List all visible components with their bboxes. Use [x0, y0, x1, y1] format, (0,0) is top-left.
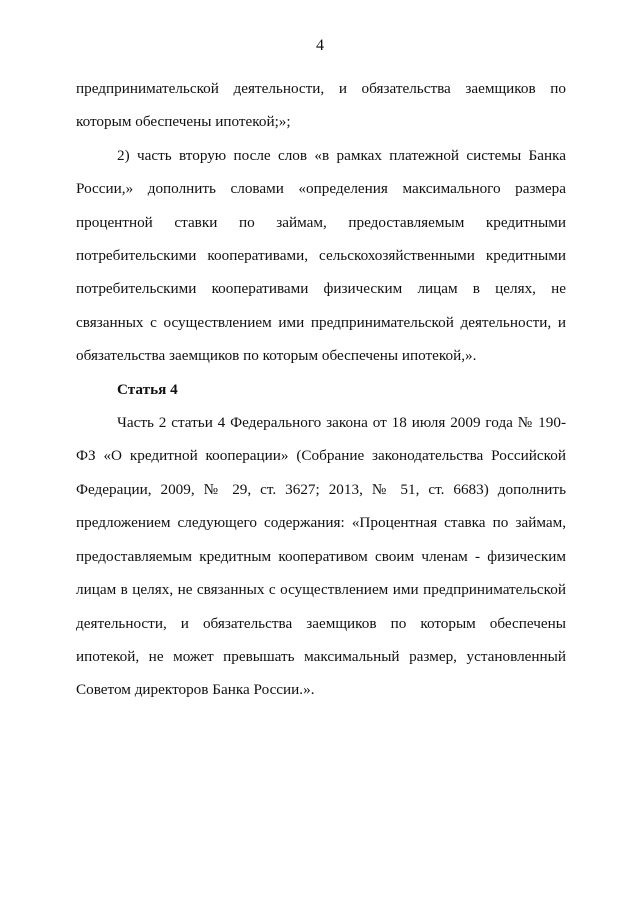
paragraph-continuation: предпринимательской деятельности, и обязательства заемщиков по которым обеспечены ипотекой;»;	[76, 80, 566, 131]
page-number: 4	[316, 37, 324, 54]
paragraph-item-2: 2) часть вторую после слов «в рамках платежной системы Банка России,» дополнить словами «определения максимального размера процентной ставки по займам, предоставляемым кредитными потребительскими кооперативами, сельскохозяйственными кредитными потребительскими кооперативами физическим лицам в целях, не связанных с осуществлением ими предпринимательской деятельности, и обязательства заемщиков по которым обеспечены ипотекой,».	[76, 146, 566, 365]
article-heading: Статья 4	[117, 380, 178, 398]
paragraph-article-4-text: Часть 2 статьи 4 Федерального закона от 18 июля 2009 года № 190-ФЗ «О кредитной кооперации» (Собрание законодательства Российской Федерации, 2009, № 29, ст. 3627; 2013, № 51, ст. 6683) дополнить предложением следующего содержания: «Процентная ставка по займам, предоставляемым кредитным кооперативом своим членам - физическим лицам в целях, не связанных с осуществлением ими предпринимательской деятельности, и обязательства заемщиков по которым обеспечены ипотекой, не может превышать максимальный размер, установленный Советом директоров Банка России.».	[76, 414, 566, 699]
document-body	[76, 72, 566, 707]
